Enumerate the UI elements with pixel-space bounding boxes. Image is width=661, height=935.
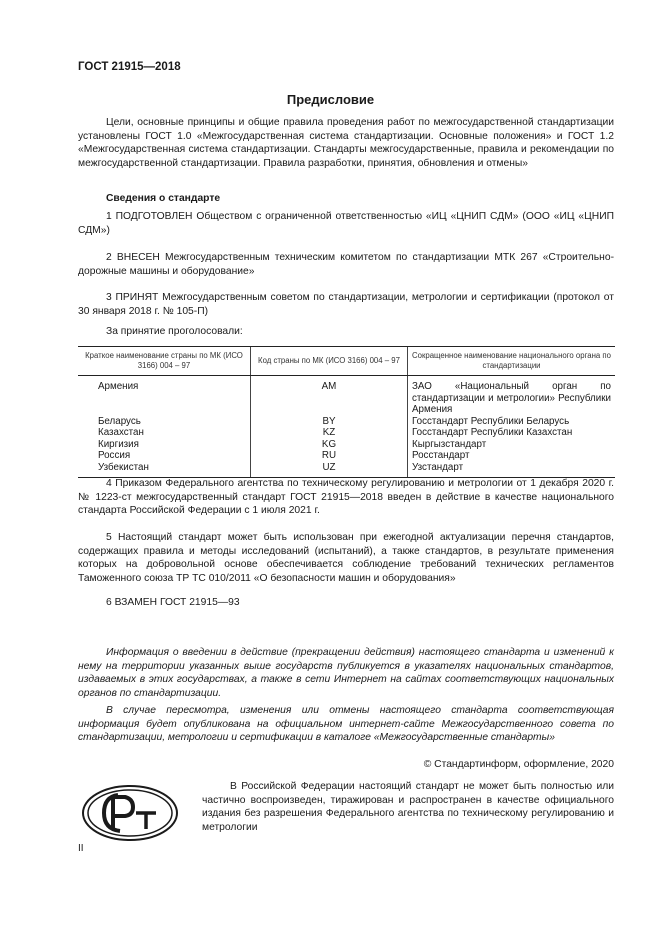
info-paragraph-2: В случае пересмотра, изменения или отмены настоящего стандарта соответствующая информация будет опубликована на официальном интернет-сайте Межгосударственного совета по стандартизации, метрологии и сертификации в каталоге «Межгосударственные стандарты»: [78, 705, 614, 743]
table-row: [78, 376, 615, 416]
table-header-body: Сокращенное наименование национального органа по стандартизации: [408, 347, 616, 376]
country-cell: Беларусь: [98, 415, 141, 427]
voted-label: За принятие проголосовали:: [106, 326, 243, 337]
table-header-code: Код страны по МК (ИСО 3166) 004 – 97: [251, 347, 408, 376]
country-cell: Узбекистан: [78, 462, 251, 478]
item-5-paragraph: 5 Настоящий стандарт может быть использован при ежегодной актуализации перечня стандартов, содержащих правила и методы исследований (испытаний), а также стандартов, в результате применения которых на добровольной основе обеспечивается соблюдение требований технических регламентов Таможенного союза ТР ТС 010/2011 «О безопасности машин и оборудования»: [78, 532, 614, 584]
info-paragraph-1: Информация о введении в действие (прекращении действия) настоящего стандарта и изменений к нему на территории указанных выше государств публикуется в указателях национальных стандартов, издаваемых в этих государствах, а также в сети Интернет на сайтах соответствующих национальных органов по стандартизации.: [78, 647, 614, 699]
body-cell: Кыргызстандарт: [408, 439, 616, 451]
table-row: [78, 416, 615, 428]
body-cell: ЗАО «Национальный орган по стандартизации и метрологии» Республики Армения: [408, 376, 616, 416]
voting-table: [78, 346, 615, 478]
body-cell: Госстандарт Республики Казахстан: [408, 427, 616, 439]
body-cell: Росстандарт: [408, 450, 616, 462]
item-4-paragraph: 4 Приказом Федерального агентства по техническому регулированию и метрологии от 1 декабря 2020 г. № 1223-ст межгосударственный стандарт ГОСТ 21915—2018 введен в действие в качестве национального стандарта Российской Федерации с 1 июля 2021 г.: [78, 478, 614, 516]
gost-r-certification-logo-icon: [80, 783, 180, 848]
table-row: [78, 450, 615, 462]
country-cell: Армения: [98, 381, 139, 392]
rf-copyright-notice: В Российской Федерации настоящий стандарт не может быть полностью или частично воспроизведен, тиражирован и распространен в качестве официального издания без разрешения Федерального агентства по техническому регулированию и метрологии: [202, 781, 614, 833]
code-cell: BY: [251, 416, 408, 428]
table-row: [78, 439, 615, 451]
code-cell: AM: [251, 376, 408, 416]
table-row: [78, 427, 615, 439]
copyright-line: © Стандартинформ, оформление, 2020: [423, 759, 614, 770]
country-cell: Казахстан: [98, 427, 144, 438]
page-title: Предисловие: [286, 92, 375, 107]
section-heading: Сведения о стандарте: [106, 193, 221, 204]
page-number: II: [78, 843, 84, 854]
code-cell: RU: [251, 450, 408, 462]
document-header-id: ГОСТ 21915—2018: [78, 61, 181, 73]
intro-paragraph: Цели, основные принципы и общие правила проведения работ по межгосударственной стандартизации установлены ГОСТ 1.0 «Межгосударственная система стандартизации. Основные положения» и ГОСТ 1.2 «Межгосударственная система стандартизации. Стандарты межгосударственные, правила и рекомендации по межгосударственной стандартизации. Правила разработки, принятия, обновления и отмены»: [78, 117, 614, 169]
item-6-paragraph: 6 ВЗАМЕН ГОСТ 21915—93: [106, 597, 240, 608]
code-cell: KG: [251, 439, 408, 451]
country-cell: Россия: [98, 450, 131, 461]
code-cell: UZ: [251, 462, 408, 478]
code-cell: KZ: [251, 427, 408, 439]
item-2-paragraph: 2 ВНЕСЕН Межгосударственным техническим комитетом по стандартизации МТК 267 «Строительно-дорожные машины и оборудование»: [78, 252, 614, 277]
table-row: [78, 462, 615, 478]
table-header-country: Краткое наименование страны по МК (ИСО 3166) 004 – 97: [78, 347, 251, 376]
body-cell: Узстандарт: [408, 462, 616, 478]
item-3-paragraph: 3 ПРИНЯТ Межгосударственным советом по стандартизации, метрологии и сертификации (протокол от 30 января 2018 г. № 105-П): [78, 292, 614, 317]
country-cell: Киргизия: [98, 438, 139, 450]
body-cell: Госстандарт Республики Беларусь: [408, 416, 616, 428]
item-1-paragraph: 1 ПОДГОТОВЛЕН Обществом с ограниченной ответственностью «ИЦ «ЦНИП СДМ» (ООО «ИЦ «ЦНИП СДМ»): [78, 211, 614, 236]
table-header-row: [78, 347, 615, 376]
